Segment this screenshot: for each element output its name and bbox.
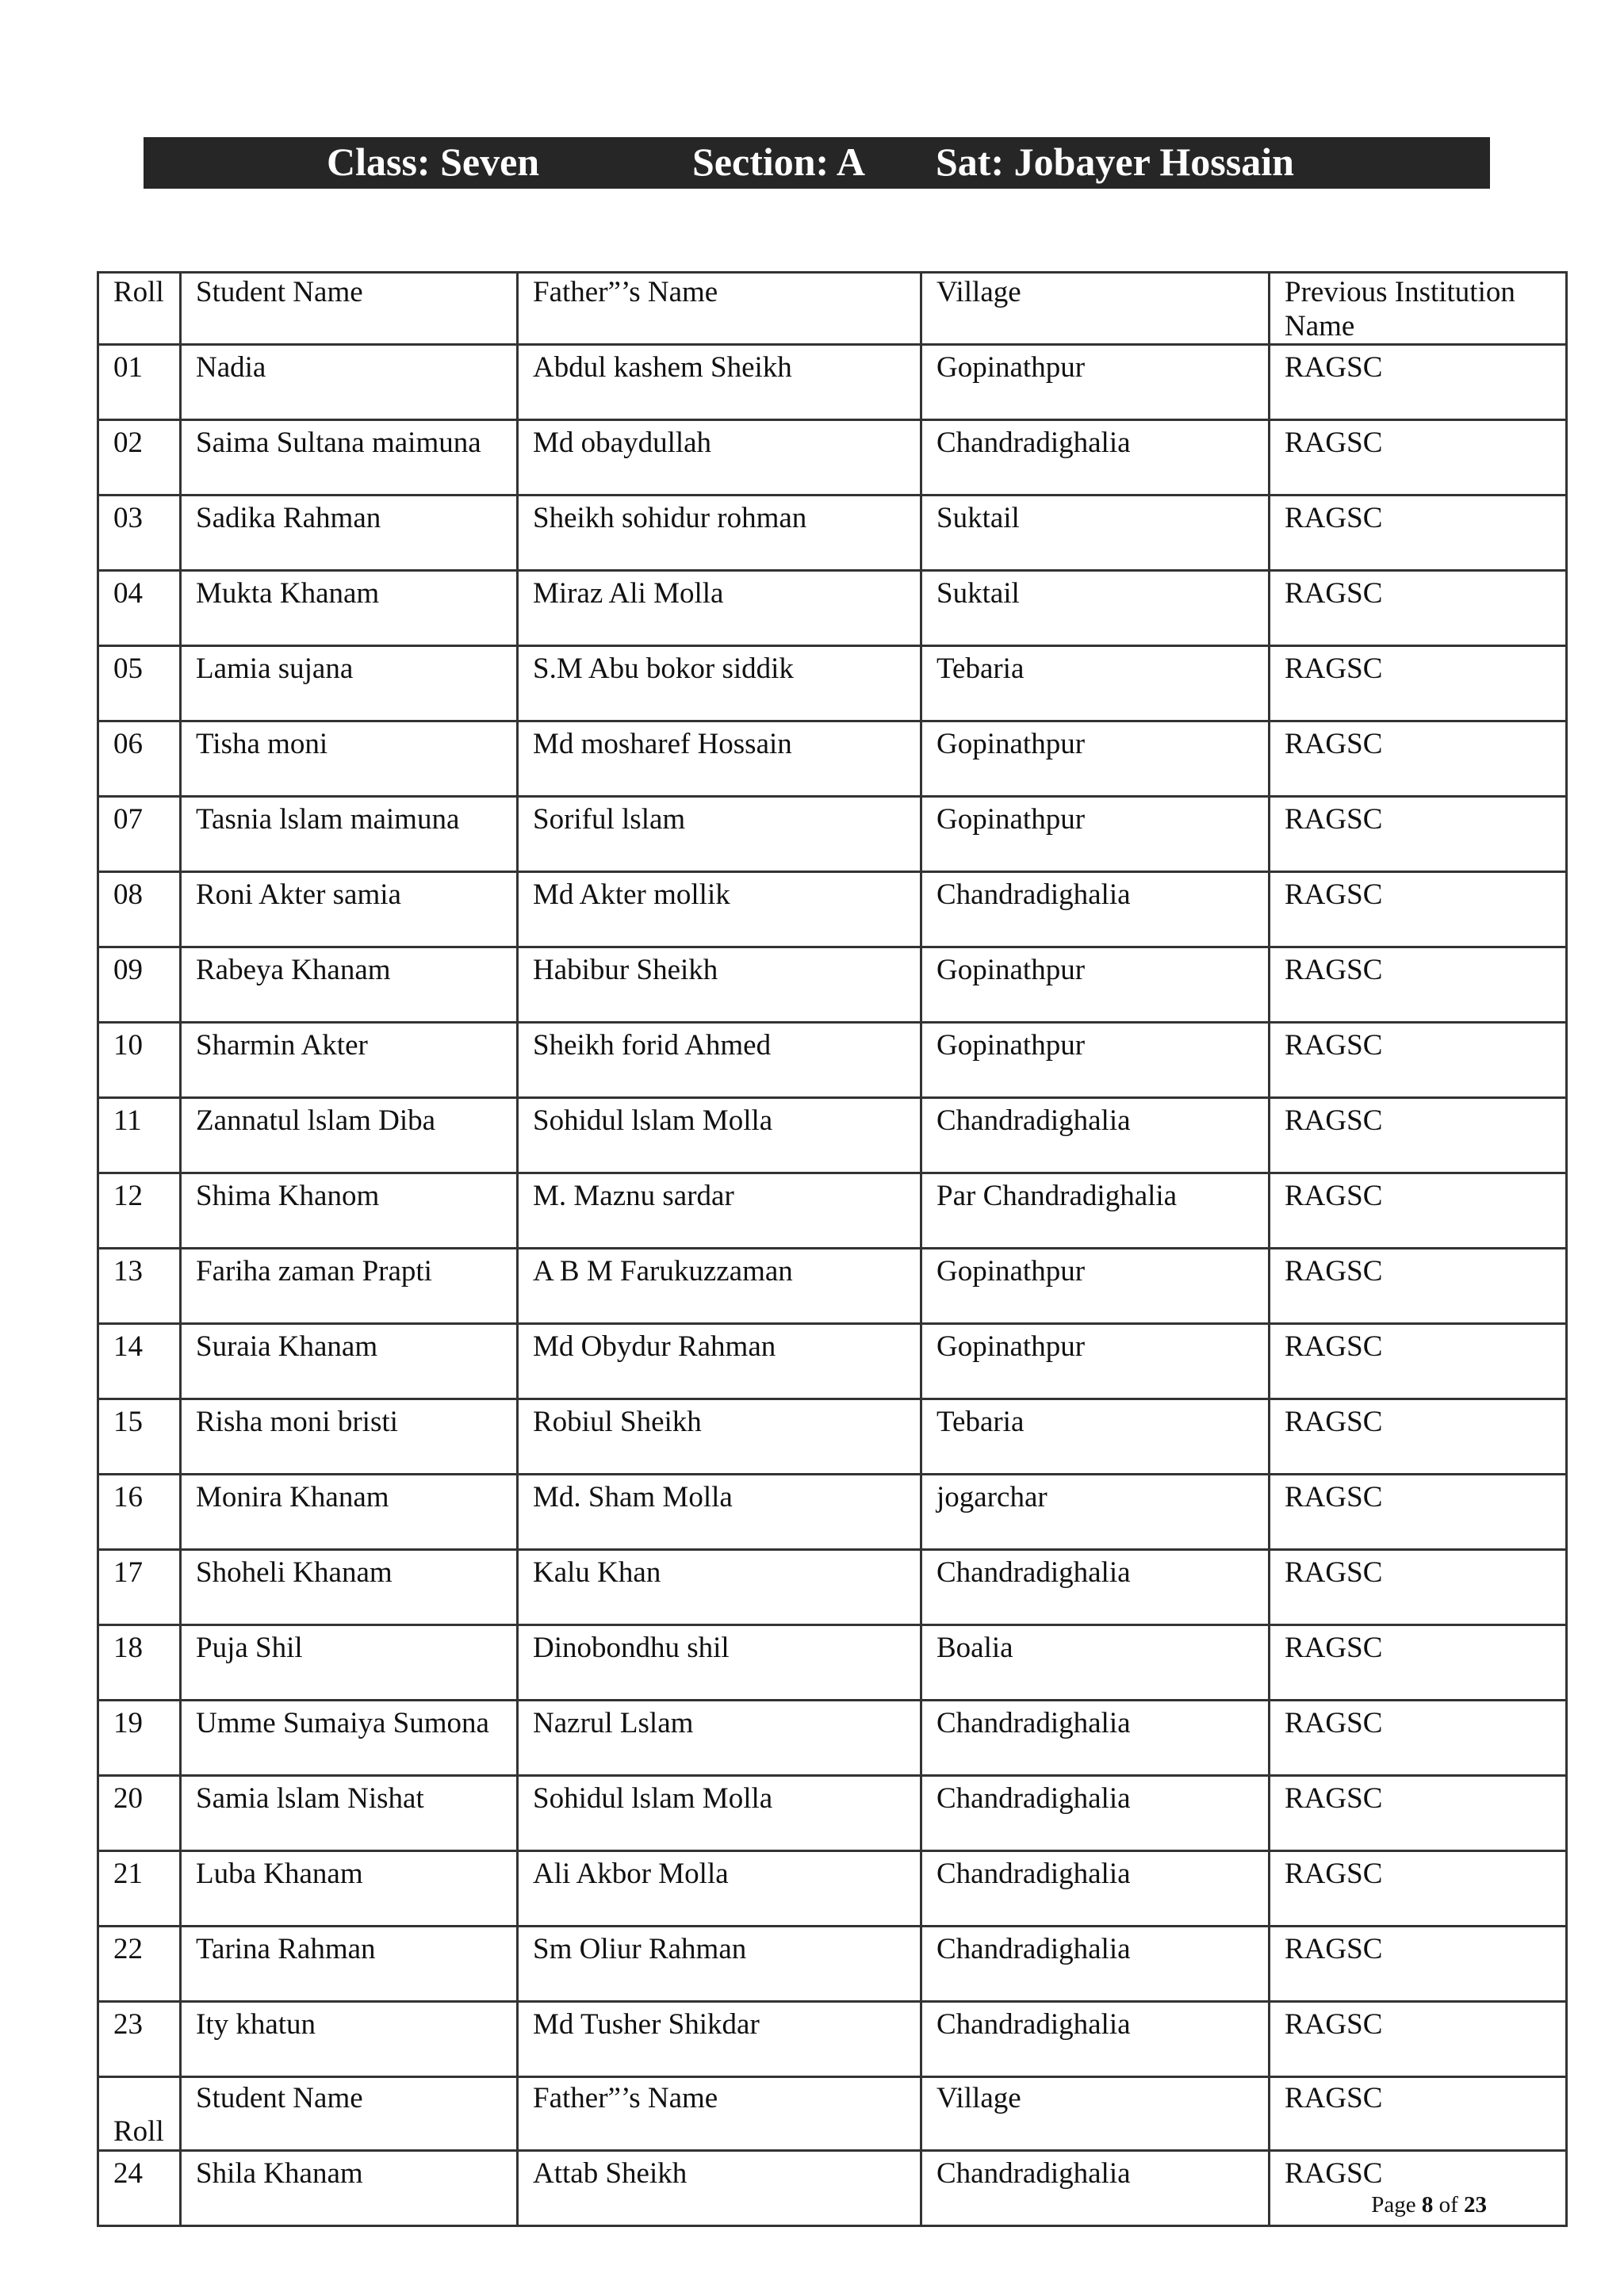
cell-village: Chandradighalia <box>921 2151 1270 2226</box>
table-row <box>98 1550 1567 1625</box>
cell-previous-institution: RAGSC <box>1270 2002 1567 2077</box>
cell-fathers-name: Habibur Sheikh <box>518 947 921 1023</box>
cell-previous-institution: RAGSC <box>1270 1625 1567 1701</box>
cell-roll: 02 <box>98 420 181 496</box>
cell-student-name: Samia lslam Nishat <box>181 1776 518 1851</box>
cell-previous-institution: RAGSC <box>1270 721 1567 797</box>
cell-fathers-name: Md Obydur Rahman <box>518 1324 921 1399</box>
cell-roll: 18 <box>98 1625 181 1701</box>
cell-roll: 19 <box>98 1701 181 1776</box>
cell-student-name: Zannatul lslam Diba <box>181 1098 518 1173</box>
cell-village: Tebaria <box>921 646 1270 721</box>
cell-previous-institution: RAGSC <box>1270 1550 1567 1625</box>
cell-previous-institution: RAGSC <box>1270 1701 1567 1776</box>
cell-roll: 05 <box>98 646 181 721</box>
table-header-row <box>98 273 1567 345</box>
cell-village: Gopinathpur <box>921 1249 1270 1324</box>
cell-village: Chandradighalia <box>921 1098 1270 1173</box>
table-row <box>98 496 1567 571</box>
cell-student-name: Monira Khanam <box>181 1475 518 1550</box>
cell-village: Chandradighalia <box>921 1550 1270 1625</box>
sat-label: Sat: Jobayer Hossain <box>936 140 1294 184</box>
cell-fathers-name: Kalu Khan <box>518 1550 921 1625</box>
cell-fathers-name: Md Tusher Shikdar <box>518 2002 921 2077</box>
cell-roll: 14 <box>98 1324 181 1399</box>
cell-village: Chandradighalia <box>921 1701 1270 1776</box>
cell-previous-institution: RAGSC <box>1270 2151 1567 2226</box>
cell-fathers-name: Dinobondhu shil <box>518 1625 921 1701</box>
table-row <box>98 1927 1567 2002</box>
cell-student-name: Student Name <box>181 2077 518 2151</box>
cell-previous-institution: RAGSC <box>1270 797 1567 872</box>
cell-student-name: Puja Shil <box>181 1625 518 1701</box>
cell-fathers-name: Robiul Sheikh <box>518 1399 921 1475</box>
cell-previous-institution: RAGSC <box>1270 1776 1567 1851</box>
cell-village: jogarchar <box>921 1475 1270 1550</box>
cell-previous-institution: RAGSC <box>1270 1927 1567 2002</box>
cell-previous-institution: RAGSC <box>1270 1475 1567 1550</box>
page-of: of <box>1433 2192 1464 2218</box>
table-row <box>98 420 1567 496</box>
cell-village: Par Chandradighalia <box>921 1173 1270 1249</box>
cell-previous-institution: RAGSC <box>1270 1023 1567 1098</box>
cell-roll: 07 <box>98 797 181 872</box>
page-number <box>1371 2192 1487 2218</box>
cell-previous-institution: RAGSC <box>1270 1098 1567 1173</box>
table-row <box>98 872 1567 947</box>
cell-fathers-name: Ali Akbor Molla <box>518 1851 921 1927</box>
cell-fathers-name: Md. Sham Molla <box>518 1475 921 1550</box>
cell-student-name: Umme Sumaiya Sumona <box>181 1701 518 1776</box>
cell-student-name: Ity khatun <box>181 2002 518 2077</box>
cell-village: Chandradighalia <box>921 420 1270 496</box>
cell-village: Gopinathpur <box>921 1324 1270 1399</box>
cell-roll: 10 <box>98 1023 181 1098</box>
cell-roll: 01 <box>98 345 181 420</box>
cell-student-name: Shima Khanom <box>181 1173 518 1249</box>
cell-roll: 24 <box>98 2151 181 2226</box>
cell-roll: 03 <box>98 496 181 571</box>
table-row <box>98 797 1567 872</box>
cell-previous-institution: RAGSC <box>1270 947 1567 1023</box>
table-row <box>98 1701 1567 1776</box>
cell-fathers-name: Nazrul Lslam <box>518 1701 921 1776</box>
cell-student-name: Lamia sujana <box>181 646 518 721</box>
cell-village: Gopinathpur <box>921 1023 1270 1098</box>
cell-student-name: Fariha zaman Prapti <box>181 1249 518 1324</box>
cell-roll: 23 <box>98 2002 181 2077</box>
cell-fathers-name: Sohidul lslam Molla <box>518 1776 921 1851</box>
table-row <box>98 1249 1567 1324</box>
table-row <box>98 2002 1567 2077</box>
cell-student-name: Luba Khanam <box>181 1851 518 1927</box>
cell-roll-text: Roll <box>113 2115 164 2148</box>
class-banner <box>144 137 1490 189</box>
cell-previous-institution: RAGSC <box>1270 345 1567 420</box>
cell-student-name: Saima Sultana maimuna <box>181 420 518 496</box>
table-row <box>98 1475 1567 1550</box>
cell-roll: 15 <box>98 1399 181 1475</box>
cell-fathers-name: S.M Abu bokor siddik <box>518 646 921 721</box>
table-row <box>98 1324 1567 1399</box>
cell-previous-institution: RAGSC <box>1270 1399 1567 1475</box>
table-row <box>98 1098 1567 1173</box>
cell-roll: 11 <box>98 1098 181 1173</box>
student-roster-table <box>97 271 1568 2227</box>
header-student-name: Student Name <box>181 273 518 345</box>
cell-student-name: Sadika Rahman <box>181 496 518 571</box>
cell-student-name: Rabeya Khanam <box>181 947 518 1023</box>
cell-previous-institution: RAGSC <box>1270 1324 1567 1399</box>
cell-village: Chandradighalia <box>921 872 1270 947</box>
cell-fathers-name: Father”’s Name <box>518 2077 921 2151</box>
cell-student-name: Tisha moni <box>181 721 518 797</box>
page-total: 23 <box>1464 2192 1487 2218</box>
cell-village: Suktail <box>921 571 1270 646</box>
cell-previous-institution: RAGSC <box>1270 496 1567 571</box>
header-roll: Roll <box>98 273 181 345</box>
cell-village: Tebaria <box>921 1399 1270 1475</box>
cell-fathers-name: Miraz Ali Molla <box>518 571 921 646</box>
cell-student-name: Roni Akter samia <box>181 872 518 947</box>
cell-student-name: Risha moni bristi <box>181 1399 518 1475</box>
cell-roll: 21 <box>98 1851 181 1927</box>
table-row <box>98 646 1567 721</box>
cell-fathers-name: Sheikh sohidur rohman <box>518 496 921 571</box>
cell-fathers-name: Sm Oliur Rahman <box>518 1927 921 2002</box>
class-label: Class: Seven <box>327 140 540 184</box>
cell-student-name: Shila Khanam <box>181 2151 518 2226</box>
cell-village: Chandradighalia <box>921 2002 1270 2077</box>
cell-roll: 22 <box>98 1927 181 2002</box>
table-row <box>98 2151 1567 2226</box>
cell-student-name: Tarina Rahman <box>181 1927 518 2002</box>
cell-village: Boalia <box>921 1625 1270 1701</box>
cell-roll: 16 <box>98 1475 181 1550</box>
table-row <box>98 345 1567 420</box>
cell-village: Gopinathpur <box>921 721 1270 797</box>
header-previous-institution: Previous Institution Name <box>1270 273 1567 345</box>
table-row <box>98 1023 1567 1098</box>
table-row <box>98 1173 1567 1249</box>
cell-previous-institution: RAGSC <box>1270 2077 1567 2151</box>
page-current: 8 <box>1421 2192 1434 2218</box>
cell-student-name: Nadia <box>181 345 518 420</box>
table-row <box>98 1851 1567 1927</box>
cell-village: Gopinathpur <box>921 947 1270 1023</box>
cell-previous-institution: RAGSC <box>1270 1851 1567 1927</box>
table-row <box>98 2077 1567 2151</box>
cell-roll: 12 <box>98 1173 181 1249</box>
table-row <box>98 1399 1567 1475</box>
cell-student-name: Shoheli Khanam <box>181 1550 518 1625</box>
cell-fathers-name: Soriful lslam <box>518 797 921 872</box>
cell-previous-institution: RAGSC <box>1270 646 1567 721</box>
cell-fathers-name: M. Maznu sardar <box>518 1173 921 1249</box>
header-village: Village <box>921 273 1270 345</box>
cell-village: Chandradighalia <box>921 1851 1270 1927</box>
cell-fathers-name: A B M Farukuzzaman <box>518 1249 921 1324</box>
cell-village: Gopinathpur <box>921 797 1270 872</box>
table-row <box>98 721 1567 797</box>
cell-fathers-name: Abdul kashem Sheikh <box>518 345 921 420</box>
cell-village: Gopinathpur <box>921 345 1270 420</box>
cell-roll: 13 <box>98 1249 181 1324</box>
table-row <box>98 571 1567 646</box>
cell-roll: 09 <box>98 947 181 1023</box>
cell-fathers-name: Sheikh forid Ahmed <box>518 1023 921 1098</box>
cell-fathers-name: Md obaydullah <box>518 420 921 496</box>
cell-previous-institution: RAGSC <box>1270 420 1567 496</box>
cell-previous-institution: RAGSC <box>1270 1249 1567 1324</box>
cell-village: Village <box>921 2077 1270 2151</box>
cell-previous-institution: RAGSC <box>1270 872 1567 947</box>
cell-student-name: Mukta Khanam <box>181 571 518 646</box>
cell-roll: 04 <box>98 571 181 646</box>
cell-roll: 17 <box>98 1550 181 1625</box>
cell-roll <box>98 2077 181 2151</box>
cell-student-name: Tasnia lslam maimuna <box>181 797 518 872</box>
cell-fathers-name: Md Akter mollik <box>518 872 921 947</box>
cell-village: Chandradighalia <box>921 1776 1270 1851</box>
section-label: Section: A <box>692 140 866 184</box>
table-row <box>98 1776 1567 1851</box>
cell-roll: 20 <box>98 1776 181 1851</box>
cell-previous-institution: RAGSC <box>1270 571 1567 646</box>
cell-roll: 08 <box>98 872 181 947</box>
page-prefix: Page <box>1371 2192 1422 2218</box>
cell-fathers-name: Attab Sheikh <box>518 2151 921 2226</box>
cell-student-name: Sharmin Akter <box>181 1023 518 1098</box>
cell-previous-institution: RAGSC <box>1270 1173 1567 1249</box>
cell-fathers-name: Md mosharef Hossain <box>518 721 921 797</box>
table-row <box>98 947 1567 1023</box>
cell-roll: 06 <box>98 721 181 797</box>
header-fathers-name: Father”’s Name <box>518 273 921 345</box>
cell-village: Suktail <box>921 496 1270 571</box>
table-row <box>98 1625 1567 1701</box>
cell-village: Chandradighalia <box>921 1927 1270 2002</box>
cell-fathers-name: Sohidul lslam Molla <box>518 1098 921 1173</box>
cell-student-name: Suraia Khanam <box>181 1324 518 1399</box>
